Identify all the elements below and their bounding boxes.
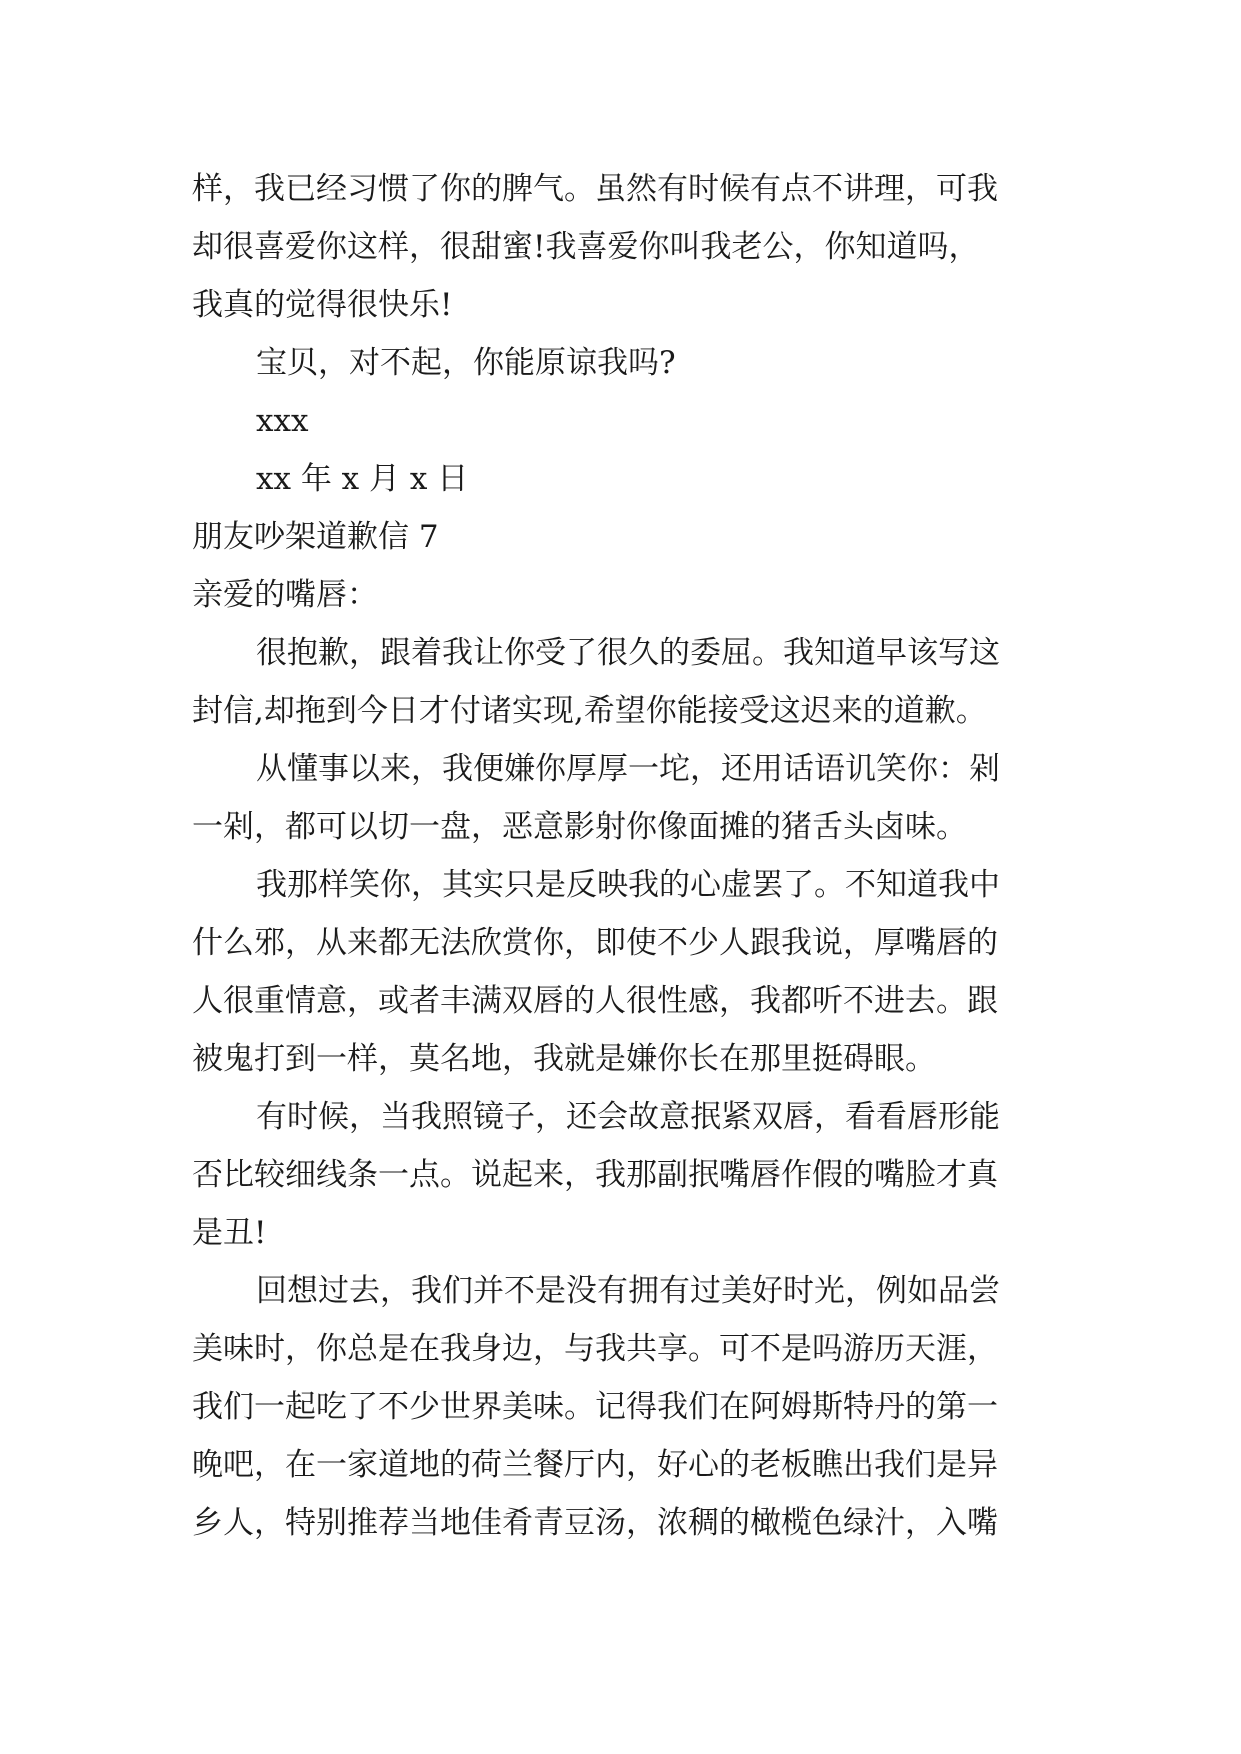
body-line: 否比较细线条一点。说起来，我那副抿嘴唇作假的嘴脸才真 — [192, 1157, 998, 1193]
section-title: 朋友吵架道歉信 7 — [192, 519, 439, 555]
apology-question: 宝贝，对不起，你能原谅我吗? — [256, 345, 676, 381]
body-line: 我真的觉得很快乐! — [192, 287, 453, 323]
body-line: 回想过去，我们并不是没有拥有过美好时光，例如品尝 — [256, 1273, 1000, 1309]
body-line: 我们一起吃了不少世界美味。记得我们在阿姆斯特丹的第一 — [192, 1389, 998, 1425]
body-line: 人很重情意，或者丰满双唇的人很性感，我都听不进去。跟 — [192, 983, 998, 1019]
body-line: 乡人，特别推荐当地佳肴青豆汤，浓稠的橄榄色绿汁，入嘴 — [192, 1505, 998, 1541]
body-line: 是丑! — [192, 1215, 267, 1251]
body-line: 我那样笑你，其实只是反映我的心虚罢了。不知道我中 — [256, 867, 1000, 903]
body-line: 样，我已经习惯了你的脾气。虽然有时候有点不讲理，可我 — [192, 171, 998, 207]
letter-body — [192, 160, 1052, 1552]
body-line: 很抱歉，跟着我让你受了很久的委屈。我知道早该写这 — [256, 635, 1000, 671]
body-line: 却很喜爱你这样，很甜蜜!我喜爱你叫我老公，你知道吗， — [192, 229, 980, 265]
body-line: 有时候，当我照镜子，还会故意抿紧双唇，看看唇形能 — [256, 1099, 1000, 1135]
signature: xxx — [256, 403, 309, 439]
body-line: 一剁，都可以切一盘，恶意影射你像面摊的猪舌头卤味。 — [192, 809, 967, 845]
body-line: 从懂事以来，我便嫌你厚厚一坨，还用话语讥笑你：剁 — [256, 751, 1000, 787]
body-line: 封信,却拖到今日才付诸实现,希望你能接受这迟来的道歉。 — [192, 693, 987, 729]
body-line: 美味时，你总是在我身边，与我共享。可不是吗游历天涯， — [192, 1331, 998, 1367]
body-line: 什么邪，从来都无法欣赏你，即使不少人跟我说，厚嘴唇的 — [192, 925, 998, 961]
body-line: 被鬼打到一样，莫名地，我就是嫌你长在那里挺碍眼。 — [192, 1041, 936, 1077]
salutation: 亲爱的嘴唇： — [192, 577, 378, 613]
body-line: 晚吧，在一家道地的荷兰餐厅内，好心的老板瞧出我们是异 — [192, 1447, 998, 1483]
date-line: xx 年 x 月 x 日 — [256, 461, 469, 497]
